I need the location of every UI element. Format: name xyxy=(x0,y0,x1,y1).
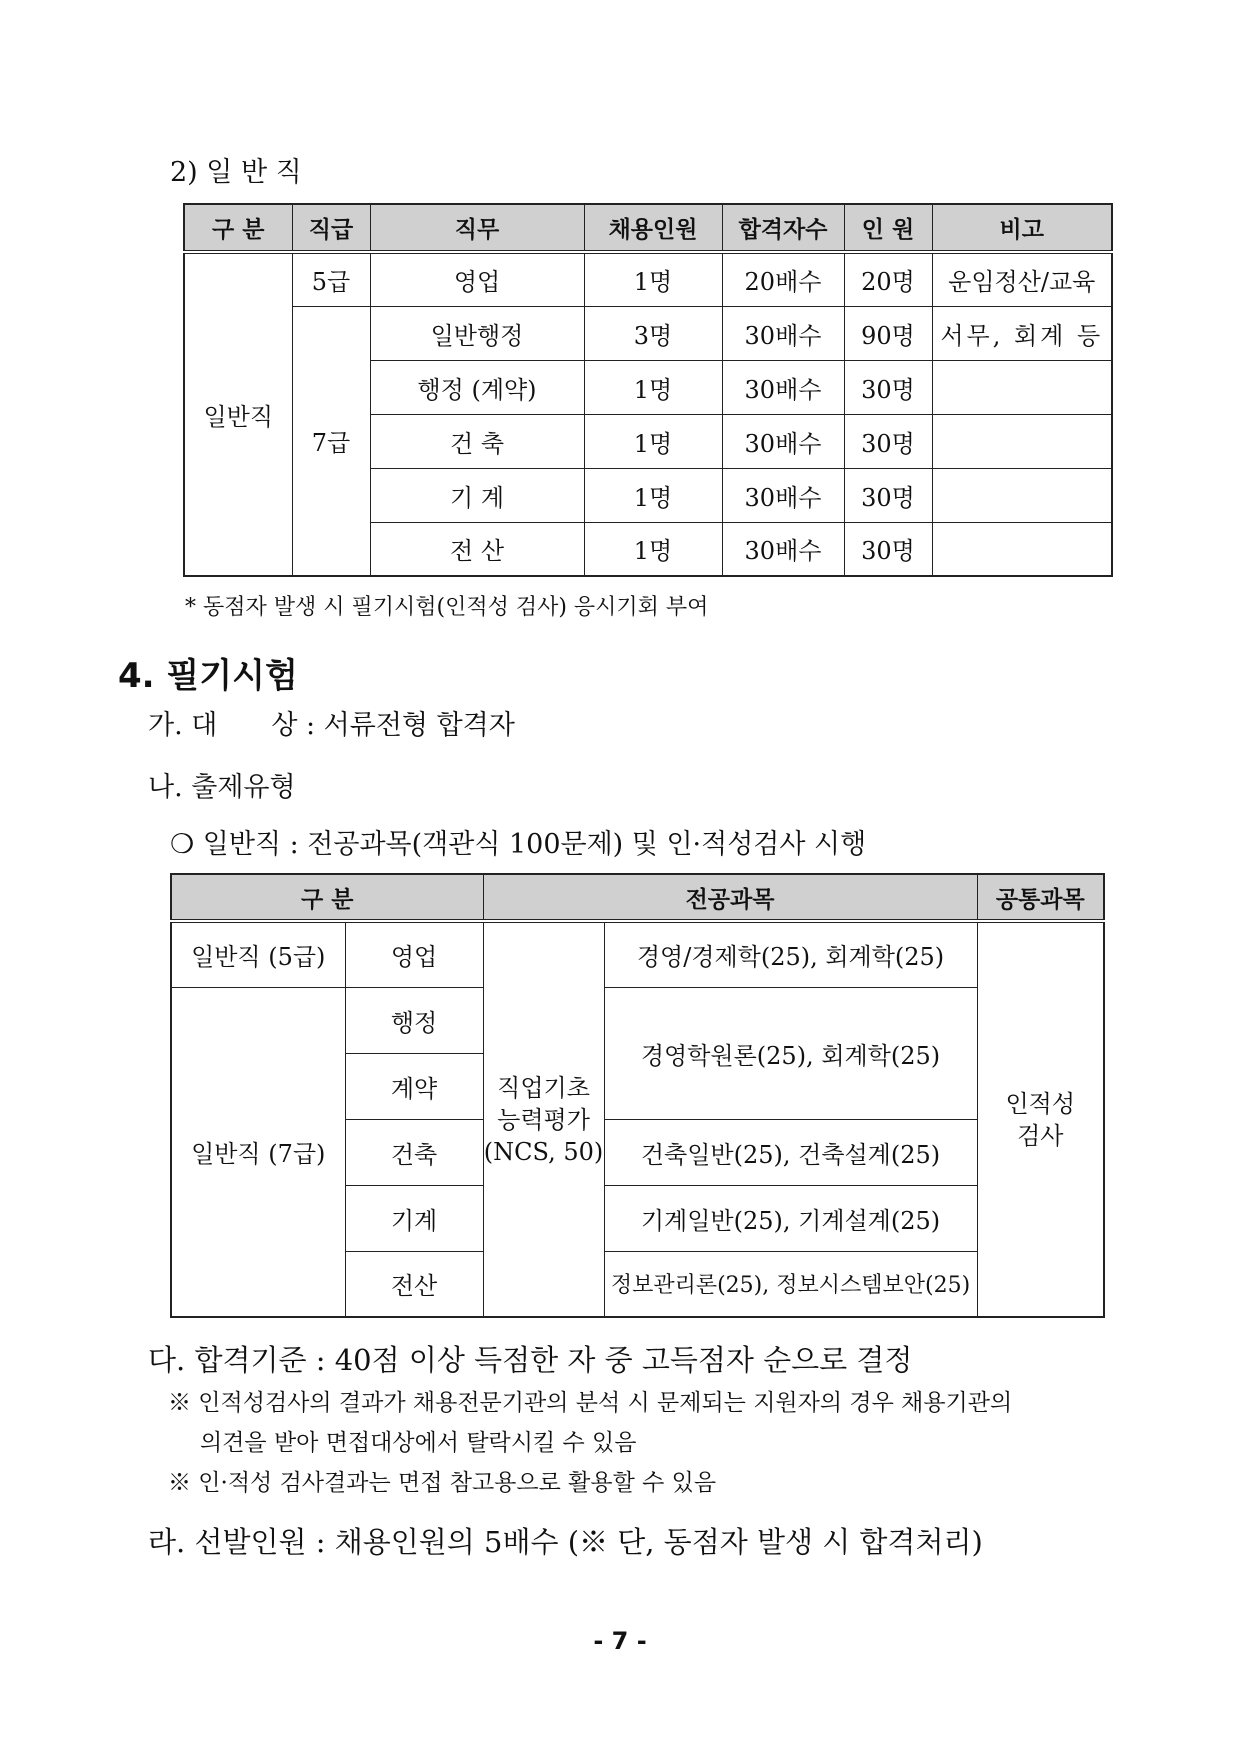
job-cell: 영업 xyxy=(345,921,483,987)
header-grade: 직급 xyxy=(292,204,370,252)
job-cell: 기 계 xyxy=(370,468,584,522)
common-cell: 인적성 검사 xyxy=(977,921,1104,1317)
table-row xyxy=(171,921,1104,987)
job-cell: 일반행정 xyxy=(370,306,584,360)
header-major: 전공과목 xyxy=(483,874,977,921)
multiple-cell: 20배수 xyxy=(722,252,844,306)
multiple-cell: 30배수 xyxy=(722,468,844,522)
people-cell: 30명 xyxy=(844,360,932,414)
multiple-cell: 30배수 xyxy=(722,306,844,360)
note-cell: 운임정산/교육 xyxy=(932,252,1112,306)
exam-type-desc: ❍ 일반직 : 전공과목(객관식 100문제) 및 인·적성검사 시행 xyxy=(170,829,867,860)
table-header-row xyxy=(171,874,1104,921)
job-cell: 건축 xyxy=(345,1119,483,1185)
general-staff-table xyxy=(183,203,1113,577)
note-aptitude-line1: ※ 인적성검사의 결과가 채용전문기관의 분석 시 문제되는 지원자의 경우 채용기관의 xyxy=(168,1390,1013,1416)
group-cell: 일반직 (7급) xyxy=(171,987,345,1317)
header-category: 구 분 xyxy=(171,874,483,921)
note-cell xyxy=(932,468,1112,522)
page-number: - 7 - xyxy=(593,1627,647,1655)
job-cell: 건 축 xyxy=(370,414,584,468)
table-header-row xyxy=(184,204,1112,252)
header-common: 공통과목 xyxy=(977,874,1104,921)
count-cell: 1명 xyxy=(584,468,722,522)
note-aptitude-line2: 의견을 받아 면접대상에서 탈락시킬 수 있음 xyxy=(200,1430,637,1456)
section-4-heading: 4. 필기시험 xyxy=(118,656,298,696)
subject-cell: 기계일반(25), 기계설계(25) xyxy=(604,1185,977,1251)
note-interview-reference: ※ 인·적성 검사결과는 면접 참고용으로 활용할 수 있음 xyxy=(168,1470,717,1496)
note-cell: 서무, 회계 등 xyxy=(932,306,1112,360)
note-cell xyxy=(932,360,1112,414)
job-cell: 전 산 xyxy=(370,522,584,576)
note-cell xyxy=(932,414,1112,468)
multiple-cell: 30배수 xyxy=(722,522,844,576)
group-cell: 일반직 xyxy=(184,252,292,576)
job-cell: 영업 xyxy=(370,252,584,306)
header-job: 직무 xyxy=(370,204,584,252)
note-cell xyxy=(932,522,1112,576)
subject-cell: 경영학원론(25), 회계학(25) xyxy=(604,987,977,1119)
subject-cell: 경영/경제학(25), 회계학(25) xyxy=(604,921,977,987)
exam-type-title: 나. 출제유형 xyxy=(148,772,296,803)
count-cell: 1명 xyxy=(584,252,722,306)
job-cell: 행정 xyxy=(345,987,483,1053)
subject-cell: 건축일반(25), 건축설계(25) xyxy=(604,1119,977,1185)
grade-cell: 7급 xyxy=(292,306,370,576)
job-cell: 계약 xyxy=(345,1053,483,1119)
count-cell: 3명 xyxy=(584,306,722,360)
pass-criteria: 다. 합격기준 : 40점 이상 득점한 자 중 고득점자 순으로 결정 xyxy=(148,1343,913,1377)
header-hires: 채용인원 xyxy=(584,204,722,252)
people-cell: 90명 xyxy=(844,306,932,360)
table-row xyxy=(184,252,1112,306)
count-cell: 1명 xyxy=(584,522,722,576)
count-cell: 1명 xyxy=(584,414,722,468)
header-note: 비고 xyxy=(932,204,1112,252)
job-cell: 기계 xyxy=(345,1185,483,1251)
multiple-cell: 30배수 xyxy=(722,414,844,468)
multiple-cell: 30배수 xyxy=(722,360,844,414)
table-row xyxy=(171,987,1104,1053)
people-cell: 30명 xyxy=(844,468,932,522)
job-cell: 행정 (계약) xyxy=(370,360,584,414)
table-footnote: * 동점자 발생 시 필기시험(인적성 검사) 응시기회 부여 xyxy=(185,595,709,620)
subject-cell: 정보관리론(25), 정보시스템보안(25) xyxy=(604,1251,977,1317)
selection-count: 라. 선발인원 : 채용인원의 5배수 (※ 단, 동점자 발생 시 합격처리) xyxy=(148,1525,983,1559)
people-cell: 20명 xyxy=(844,252,932,306)
header-category: 구 분 xyxy=(184,204,292,252)
people-cell: 30명 xyxy=(844,414,932,468)
grade-cell: 5급 xyxy=(292,252,370,306)
group-cell: 일반직 (5급) xyxy=(171,921,345,987)
header-pass-multiple: 합격자수 xyxy=(722,204,844,252)
section-2-title: 2) 일 반 직 xyxy=(170,157,302,188)
ncs-cell: 직업기초 능력평가 (NCS, 50) xyxy=(483,921,604,1317)
header-people: 인 원 xyxy=(844,204,932,252)
count-cell: 1명 xyxy=(584,360,722,414)
table-row xyxy=(184,306,1112,360)
job-cell: 전산 xyxy=(345,1251,483,1317)
exam-target: 가. 대 상 : 서류전형 합격자 xyxy=(148,710,515,741)
exam-subjects-table xyxy=(170,873,1105,1318)
people-cell: 30명 xyxy=(844,522,932,576)
